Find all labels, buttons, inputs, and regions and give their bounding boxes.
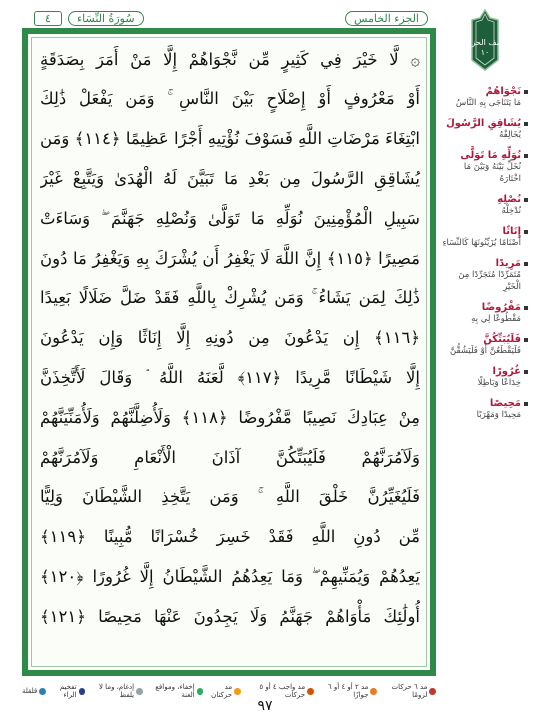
verse-line-text: يَعِدُهُمْ وَيُمَنِّيهِمْ ۖ وَمَا يَعِدُهُمُ الشَّيْطَانُ إِلَّا غُرُورًا ﴿١٢٠﴾ — [40, 566, 420, 586]
glossary-term: فَلَيُبَتِّكُنَّ — [442, 334, 528, 345]
glossary-item — [442, 258, 528, 293]
verse-line-text: مِّن دُونِ اللَّهِ فَقَدْ خَسِرَ خُسْرَانًا مُّبِينًا ﴿١١٩﴾ — [40, 527, 420, 547]
verse-line — [40, 40, 420, 80]
verse-line — [40, 279, 420, 319]
glossary-term: غُرُورًا — [442, 366, 528, 377]
verse-line-text: ۞ لَّا خَيْرَ فِي كَثِيرٍ مِّن نَّجْوَاهُمْ إِلَّا مَنْ أَمَرَ بِصَدَقَةٍ — [40, 49, 420, 69]
sidebar — [442, 8, 528, 698]
glossary-definition: مُتَمَرِّدًا مُتَجَرِّدًا مِنَ الْخَيْرِ — [458, 270, 521, 292]
glossary-term: مَرِيدًا — [442, 258, 528, 269]
hizb-number: ١٠ — [480, 48, 490, 57]
verse-line-text: سَبِيلِ الْمُؤْمِنِينَ نُوَلِّهِ مَا تَوَلَّىٰ وَنُصْلِهِ جَهَنَّمَ ۖ وَسَاءَتْ — [40, 208, 420, 228]
glossary-term: إِنَاثًا — [442, 226, 528, 237]
legend-item — [314, 683, 377, 699]
glossary-definition: مَقْطُوعًا لِي بِهِ — [471, 314, 521, 324]
juz-label: الجزء الخامس — [345, 11, 428, 26]
verse-line — [40, 80, 420, 120]
legend-item — [143, 683, 204, 699]
verse-line — [40, 518, 420, 558]
legend-color-dot — [39, 688, 46, 695]
legend-label: تفخيم الراء — [59, 683, 77, 699]
surah-name: سُورَةُ النِّسَاء — [68, 11, 144, 26]
glossary-item — [442, 226, 528, 249]
glossary-definition: نُخَلِّ بَيْنَهُ وَبَيْنَ مَا اخْتَارَهُ — [463, 162, 521, 184]
hizb-label: نصف الحزب — [464, 38, 506, 47]
legend-label: مد ٦ حركات لزومًا — [391, 683, 428, 699]
legend-item — [85, 683, 143, 699]
legend-item — [241, 683, 314, 699]
glossary-term: نَجْوَاهُمْ — [442, 86, 528, 97]
legend-label: إدغام، وما لا يلفظ — [98, 683, 135, 699]
verse-line-text: فَلَيُغَيِّرُنَّ خَلْقَ اللَّهِ ۚ وَمَن يَتَّخِذِ الشَّيْطَانَ وَلِيًّا — [40, 487, 420, 507]
glossary-item — [442, 86, 528, 109]
verse-line-text: ابْتِغَاءَ مَرْضَاتِ اللَّهِ فَسَوْفَ نُؤْتِيهِ أَجْرًا عَظِيمًا ﴿١١٤﴾ وَمَن — [40, 129, 420, 149]
verse-line — [40, 159, 420, 199]
hizb-badge — [464, 8, 506, 72]
surah-number: ٤ — [34, 11, 62, 26]
page-number: ٩٧ — [257, 698, 273, 714]
legend-label: إخفاء، ومواقع الغنة — [155, 683, 195, 699]
glossary-item — [442, 194, 528, 217]
surah-header — [34, 11, 144, 26]
glossary-definition: أَصْنَامًا يُزَيِّنُونَهَا كَالنِّسَاءِ — [442, 238, 521, 248]
tajweed-legend — [22, 680, 436, 702]
verse-line-text: إِلَّا شَيْطَانًا مَّرِيدًا ﴿١١٧﴾ لَّعَنَهُ اللَّهُ ۘ وَقَالَ لَأَتَّخِذَنَّ — [40, 367, 420, 387]
legend-item — [22, 687, 46, 695]
glossary-term: نُوَلِّهِ مَا تَوَلَّى — [442, 150, 528, 161]
glossary-term: مَحِيصًا — [442, 398, 528, 409]
glossary-item — [442, 334, 528, 357]
verse-line-text: مِنْ عِبَادِكَ نَصِيبًا مَّفْرُوضًا ﴿١١٨﴾ وَلَأُضِلَّنَّهُمْ وَلَأُمَنِّيَنَّهُمْ — [40, 408, 420, 428]
legend-color-dot — [79, 688, 86, 695]
glossary-term: نُصْلِهِ — [442, 194, 528, 205]
verse-line — [40, 398, 420, 438]
verse-line-text: يُشَاقِقِ الرَّسُولَ مِن بَعْدِ مَا تَبَيَّنَ لَهُ الْهُدَىٰ وَيَتَّبِعْ غَيْرَ — [40, 169, 420, 189]
glossary-definition: فَلَيَقْطَعُنَّ أَوْ فَلَيَشُقُّنَّ — [450, 346, 521, 356]
verse-line-text: ذَٰلِكَ لِمَن يَشَاءُ ۚ وَمَن يُشْرِكْ بِاللَّهِ فَقَدْ ضَلَّ ضَلَالًا بَعِيدًا — [40, 288, 420, 308]
verse-line — [40, 319, 420, 359]
quran-text — [40, 40, 420, 660]
glossary-item — [442, 366, 528, 389]
glossary-item — [442, 398, 528, 421]
legend-color-dot — [370, 688, 377, 695]
verse-line — [40, 478, 420, 518]
glossary-item — [442, 150, 528, 185]
glossary-item — [442, 118, 528, 141]
verse-line — [40, 438, 420, 478]
verse-line-text: ﴿١١٦﴾ إِن يَدْعُونَ مِن دُونِهِ إِلَّا إِنَاثًا وَإِن يَدْعُونَ — [40, 328, 420, 348]
verse-line-text: أُولَٰئِكَ مَأْوَاهُمْ جَهَنَّمُ وَلَا يَجِدُونَ عَنْهَا مَحِيصًا ﴿١٢١﴾ — [40, 607, 420, 627]
verse-line — [40, 239, 420, 279]
legend-label: مد حركتان — [211, 683, 233, 699]
verse-line-text: وَلَآمُرَنَّهُمْ فَلَيُبَتِّكُنَّ آذَانَ الْأَنْعَامِ وَلَآمُرَنَّهُمْ — [40, 447, 420, 467]
glossary-item — [442, 302, 528, 325]
legend-label: مد ٢ أو ٤ أو ٦ جوازًا — [327, 683, 369, 699]
glossary-term: مَفْرُوضًا — [442, 302, 528, 313]
verse-line-text: أَوْ مَعْرُوفٍ أَوْ إِصْلَاحٍ بَيْنَ النَّاسِ ۚ وَمَن يَفْعَلْ ذَٰلِكَ — [40, 89, 420, 109]
verse-line — [40, 557, 420, 597]
legend-item — [46, 683, 85, 699]
page-header — [34, 8, 428, 28]
glossary-definition: خِدَاعًا وَبَاطِلًا — [477, 378, 521, 388]
legend-color-dot — [197, 688, 204, 695]
glossary-definition: نُدْخِلْهُ — [501, 206, 521, 216]
glossary-term: يُشَاقِقِ الرَّسُولَ — [442, 118, 528, 129]
legend-color-dot — [234, 688, 241, 695]
legend-color-dot — [429, 688, 436, 695]
verse-line — [40, 120, 420, 160]
verse-line-text: مَصِيرًا ﴿١١٥﴾ إِنَّ اللَّهَ لَا يَغْفِرُ أَن يُشْرَكَ بِهِ وَيَغْفِرُ مَا دُونَ — [40, 248, 420, 268]
legend-label: قلقلة — [21, 687, 38, 695]
glossary-definition: مَحِيدًا وَمَهْرَبًا — [476, 410, 521, 420]
glossary-definition: يُخَالِفْهُ — [499, 130, 521, 140]
verse-line — [40, 597, 420, 637]
legend-color-dot — [136, 688, 143, 695]
verse-line — [40, 199, 420, 239]
legend-color-dot — [307, 688, 314, 695]
legend-item — [377, 683, 436, 699]
glossary — [442, 86, 528, 421]
glossary-definition: مَا يَتَنَاجَى بِهِ النَّاسُ — [455, 98, 521, 108]
verse-line — [40, 358, 420, 398]
legend-label: مد واجب ٤ أو ٥ حركات — [259, 683, 306, 699]
legend-item — [203, 683, 240, 699]
